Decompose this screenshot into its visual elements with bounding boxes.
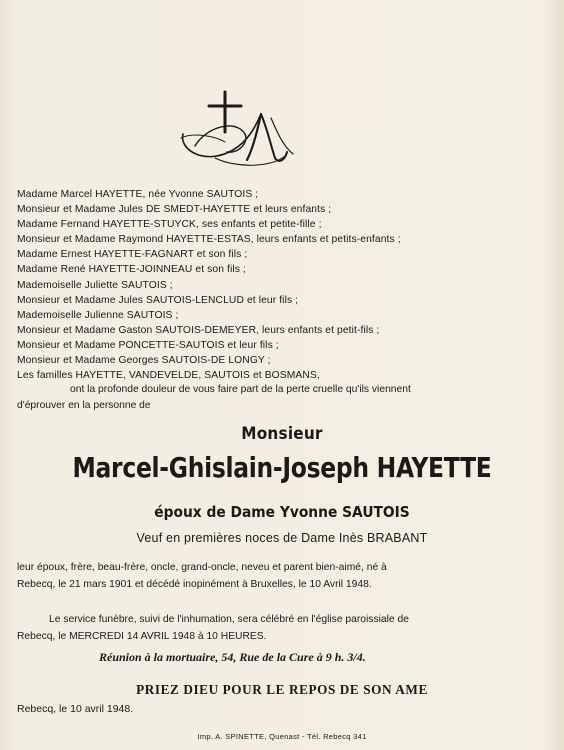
- mourner-line: Madame Fernand HAYETTE-STUYCK, ses enfants et petite-fille ;: [17, 219, 322, 231]
- details-line: leur époux, frère, beau-frère, oncle, grand-oncle, neveu et parent bien-aimé, né à: [17, 562, 387, 573]
- announcement-line: ont la profonde douleur de vous faire part de la perte cruelle qu'ils viennent: [70, 384, 411, 395]
- mourner-line: Madame Marcel HAYETTE, née Yvonne SAUTOIS ;: [17, 189, 259, 200]
- spouse-line: époux de Dame Yvonne SAUTOIS: [154, 503, 410, 521]
- mourner-line: Monsieur et Madame Raymond HAYETTE-ESTAS, leurs enfants et petits-enfants ;: [17, 234, 401, 246]
- deceased-name: Marcel-Ghislain-Joseph HAYETTE: [72, 451, 492, 484]
- details-line: Rebecq, le 21 mars 1901 et décédé inopinément à Bruxelles, le 10 Avril 1948.: [17, 579, 372, 590]
- service-line: Rebecq, le MERCREDI 14 AVRIL 1948 à 10 HEURES.: [17, 631, 267, 642]
- place-date: Rebecq, le 10 avril 1948.: [17, 703, 134, 715]
- honorific: Monsieur: [241, 424, 323, 444]
- mourner-line: Mademoiselle Julienne SAUTOIS ;: [17, 309, 179, 321]
- mourner-line: Madame René HAYETTE-JOINNEAU et son fils ;: [17, 264, 246, 276]
- prayer-line: PRIEZ DIEU POUR LE REPOS DE SON AME: [136, 682, 428, 697]
- mourner-line: Monsieur et Madame Jules SAUTOIS-LENCLUD et leur fils ;: [17, 294, 299, 306]
- service-line: Le service funèbre, suivi de l'inhumation, sera célébré en l'église paroissiale de: [49, 614, 409, 625]
- announcement-line: d'éprouver en la personne de: [17, 399, 151, 411]
- mourners-list: [17, 187, 557, 383]
- announcement: [17, 382, 547, 413]
- printer-credit: Imp. A. SPINETTE, Quenast - Tél. Rebecq 341: [197, 732, 367, 741]
- mourner-line: Monsieur et Madame PONCETTE-SAUTOIS et leur fils ;: [17, 339, 279, 351]
- mourner-line: Mademoiselle Juliette SAUTOIS ;: [17, 279, 173, 291]
- reunion-note: Réunion à la mortuaire, 54, Rue de la Cure à 9 h. 3/4.: [99, 650, 366, 664]
- mourner-line: Monsieur et Madame Gaston SAUTOIS-DEMEYER, leurs enfants et petit-fils ;: [17, 324, 380, 336]
- funeral-service: [17, 611, 547, 645]
- mourner-line: Madame Ernest HAYETTE-FAGNART et son fils ;: [17, 249, 248, 261]
- cross-monogram-icon: [175, 88, 300, 170]
- widower-line: Veuf en premières noces de Dame Inès BRABANT: [136, 531, 428, 545]
- deceased-details: [17, 559, 547, 593]
- mourner-line: Les familles HAYETTE, VANDEVELDE, SAUTOIS et BOSMANS,: [17, 370, 320, 382]
- mourner-line: Monsieur et Madame Georges SAUTOIS-DE LONGY ;: [17, 355, 271, 367]
- mourner-line: Monsieur et Madame Jules DE SMEDT-HAYETTE et leurs enfants ;: [17, 204, 332, 216]
